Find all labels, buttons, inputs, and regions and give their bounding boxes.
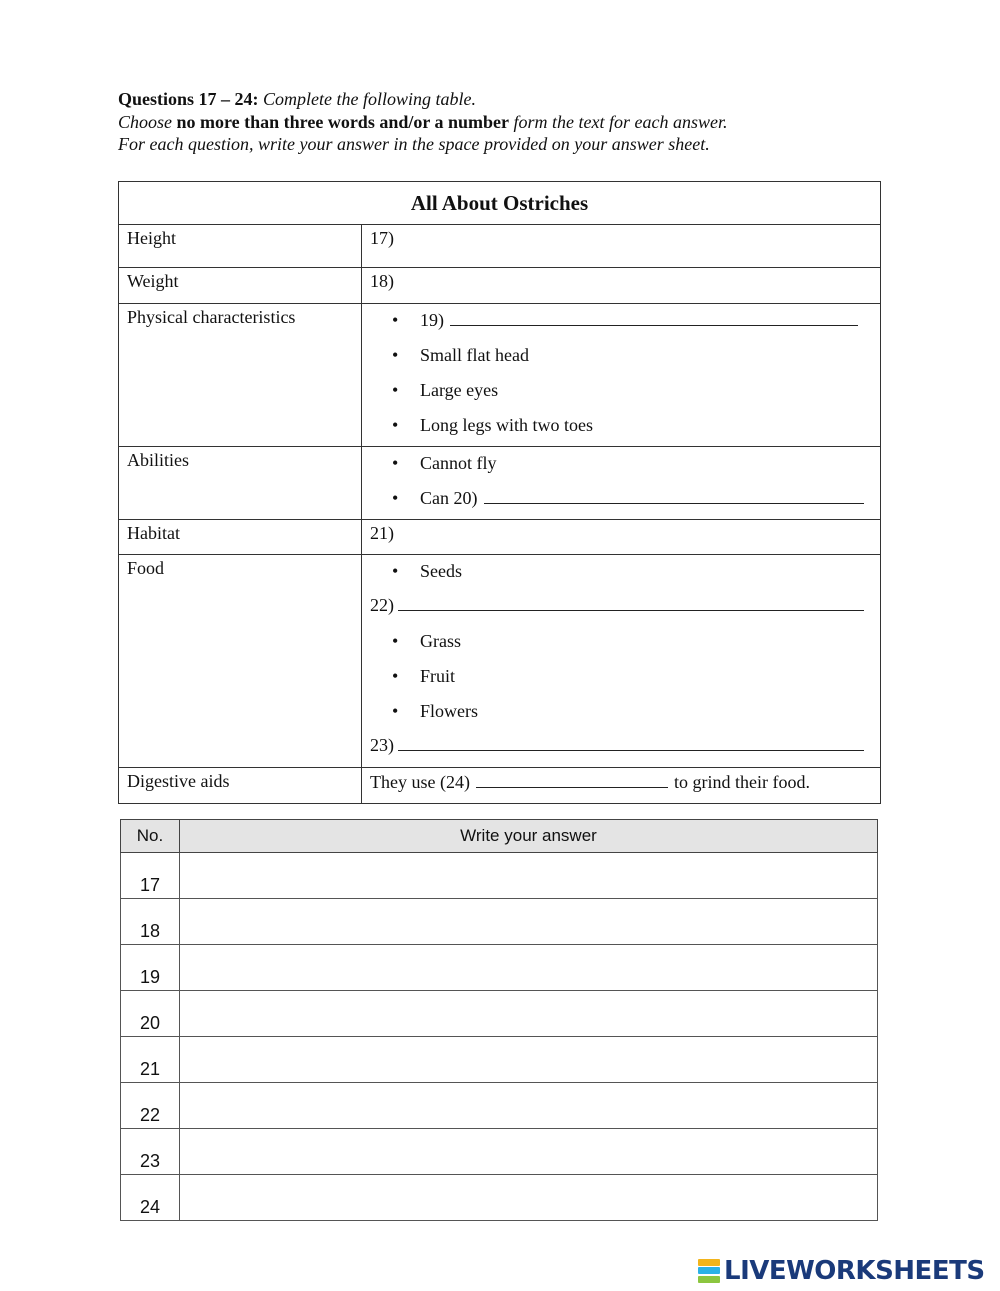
row-abilities bbox=[119, 447, 881, 520]
answer-field-23[interactable] bbox=[180, 1129, 878, 1175]
col-header-answer: Write your answer bbox=[180, 820, 878, 853]
answer-blank-20 bbox=[484, 486, 864, 504]
table-row bbox=[121, 945, 878, 991]
answer-blank-19 bbox=[450, 308, 858, 326]
list-item: • Fruit bbox=[362, 662, 880, 697]
table-row bbox=[121, 899, 878, 945]
answer-number: 18 bbox=[121, 899, 180, 945]
answer-field-19[interactable] bbox=[180, 945, 878, 991]
table-row bbox=[121, 1129, 878, 1175]
value-habitat: 21) bbox=[362, 520, 881, 555]
label-habitat: Habitat bbox=[119, 520, 362, 555]
table-title: All About Ostriches bbox=[119, 182, 881, 225]
logo-bar bbox=[698, 1276, 720, 1283]
food-list-2 bbox=[362, 627, 880, 732]
list-item: • Large eyes bbox=[362, 376, 880, 411]
abilities-list bbox=[362, 449, 880, 519]
logo-bar bbox=[698, 1267, 720, 1274]
answer-field-18[interactable] bbox=[180, 899, 878, 945]
answer-number: 22 bbox=[121, 1083, 180, 1129]
table-row bbox=[121, 1175, 878, 1221]
list-item: • Long legs with two toes bbox=[362, 411, 880, 446]
table-row bbox=[121, 853, 878, 899]
physical-list bbox=[362, 306, 880, 446]
answer-number: 20 bbox=[121, 991, 180, 1037]
answer-number: 24 bbox=[121, 1175, 180, 1221]
food-q23-line: 23) bbox=[362, 732, 880, 767]
answer-sheet-table bbox=[120, 819, 878, 1221]
list-item: • Cannot fly bbox=[362, 449, 880, 484]
list-item: • Seeds bbox=[362, 557, 880, 592]
label-height: Height bbox=[119, 225, 362, 268]
list-item: • Can 20) bbox=[362, 484, 880, 519]
value-weight: 18) bbox=[362, 268, 881, 304]
row-digestive bbox=[119, 768, 881, 804]
list-item: • Flowers bbox=[362, 697, 880, 732]
instructions bbox=[118, 88, 728, 156]
answer-number: 23 bbox=[121, 1129, 180, 1175]
table-row bbox=[121, 1083, 878, 1129]
answer-field-17[interactable] bbox=[180, 853, 878, 899]
value-height: 17) bbox=[362, 225, 881, 268]
col-header-no: No. bbox=[121, 820, 180, 853]
label-digestive: Digestive aids bbox=[119, 768, 362, 804]
answer-number: 19 bbox=[121, 945, 180, 991]
logo-bar bbox=[698, 1259, 720, 1266]
list-item: • 19) bbox=[362, 306, 880, 341]
liveworksheets-logo-icon bbox=[698, 1259, 720, 1283]
answer-blank-23 bbox=[398, 733, 864, 751]
ostrich-table bbox=[118, 181, 881, 804]
list-item: • Grass bbox=[362, 627, 880, 662]
liveworksheets-brand[interactable] bbox=[698, 1255, 985, 1287]
food-q22-line: 22) bbox=[362, 592, 880, 627]
answer-number: 21 bbox=[121, 1037, 180, 1083]
answer-field-21[interactable] bbox=[180, 1037, 878, 1083]
row-height bbox=[119, 225, 881, 268]
instruction-line-2: Choose no more than three words and/or a number form the text for each answer. bbox=[118, 111, 728, 132]
instruction-line-3: For each question, write your answer in the space provided on your answer sheet. bbox=[118, 134, 710, 154]
brand-name: LIVEWORKSHEETS bbox=[724, 1256, 985, 1286]
answer-blank-22 bbox=[398, 593, 864, 611]
digestive-text-a: They use (24) bbox=[370, 772, 470, 792]
row-food bbox=[119, 555, 881, 768]
instruction-line-1: Questions 17 – 24: Complete the following table. bbox=[118, 89, 476, 109]
answer-field-24[interactable] bbox=[180, 1175, 878, 1221]
answer-field-20[interactable] bbox=[180, 991, 878, 1037]
row-physical bbox=[119, 304, 881, 447]
label-abilities: Abilities bbox=[119, 447, 362, 520]
label-physical: Physical characteristics bbox=[119, 304, 362, 447]
row-weight bbox=[119, 268, 881, 304]
answer-number: 17 bbox=[121, 853, 180, 899]
answer-blank-24 bbox=[476, 770, 668, 788]
row-habitat bbox=[119, 520, 881, 555]
table-row bbox=[121, 991, 878, 1037]
label-food: Food bbox=[119, 555, 362, 768]
label-weight: Weight bbox=[119, 268, 362, 304]
list-item: • Small flat head bbox=[362, 341, 880, 376]
answer-field-22[interactable] bbox=[180, 1083, 878, 1129]
digestive-text-b: to grind their food. bbox=[673, 772, 810, 792]
table-row bbox=[121, 1037, 878, 1083]
food-list-1 bbox=[362, 557, 880, 592]
